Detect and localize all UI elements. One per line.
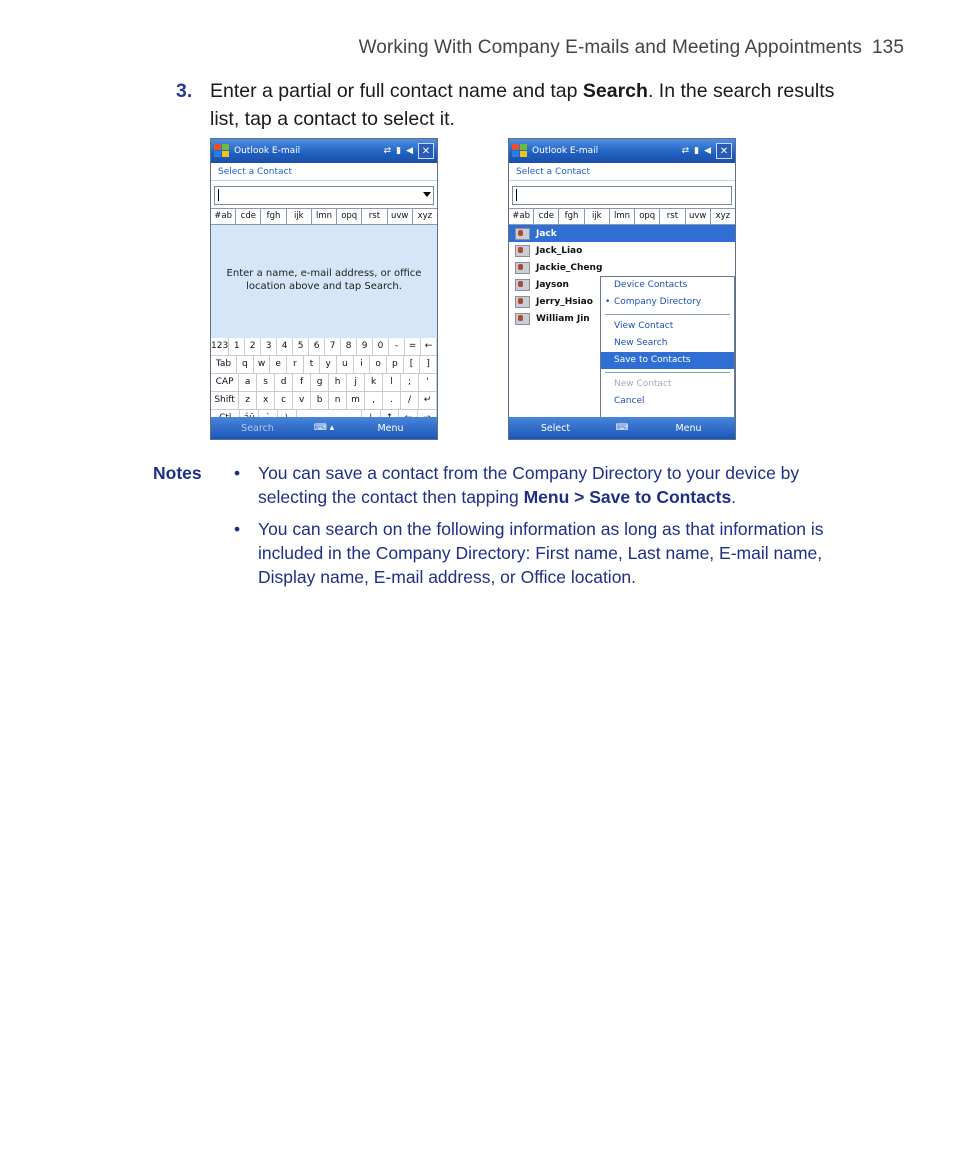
letter-tab[interactable]: ijk <box>287 209 312 224</box>
search-input[interactable] <box>214 186 434 205</box>
screen-subtitle: Select a Contact <box>509 163 735 181</box>
contact-card-icon <box>515 245 530 257</box>
chapter-title: Working With Company E-mails and Meeting Appointments <box>358 37 862 58</box>
key[interactable]: q <box>237 356 254 373</box>
contact-name: William Jin <box>536 313 590 324</box>
contact-card-icon <box>515 262 530 274</box>
key[interactable]: h <box>329 374 347 391</box>
letter-tabs <box>211 208 437 225</box>
letter-tab[interactable]: #ab <box>509 209 534 224</box>
keyboard-row <box>211 374 437 392</box>
note-text: You can search on the following information as long as that information is included in the Company Directory: First name, Last name, E-mail name, Display name, E-mail address, or Office location. <box>258 519 824 587</box>
letter-tab[interactable]: lmn <box>610 209 635 224</box>
letter-tab[interactable]: fgh <box>261 209 286 224</box>
key[interactable]: 7 <box>325 338 341 355</box>
key[interactable]: b <box>311 392 329 409</box>
text-caret <box>516 189 517 201</box>
key[interactable]: ] <box>420 356 437 373</box>
step-text <box>210 77 850 133</box>
note-bold-menu-path: Menu > Save to Contacts <box>523 487 732 507</box>
app-title: Outlook E-mail <box>234 146 301 156</box>
contact-card-icon <box>515 313 530 325</box>
keyboard-icon[interactable]: ⌨ ▴ <box>313 423 335 433</box>
note-text <box>258 461 873 509</box>
bullet-icon: • <box>234 519 241 539</box>
soft-key-bar <box>509 417 735 439</box>
shift-key[interactable]: Shift <box>211 392 239 409</box>
context-menu <box>600 276 735 421</box>
letter-tab[interactable]: #ab <box>211 209 236 224</box>
menu-save-to-contacts[interactable]: Save to Contacts <box>601 352 734 369</box>
close-icon[interactable]: ✕ <box>716 143 732 159</box>
key[interactable]: 9 <box>357 338 373 355</box>
letter-tab[interactable]: opq <box>635 209 660 224</box>
enter-key[interactable]: ↵ <box>419 392 437 409</box>
key[interactable]: y <box>320 356 337 373</box>
step-bold-search: Search <box>582 80 648 102</box>
menu-new-contact: New Contact <box>614 379 672 389</box>
key[interactable]: k <box>365 374 383 391</box>
menu-softkey[interactable]: Menu <box>675 422 702 434</box>
contact-card-icon <box>515 279 530 291</box>
menu-new-search[interactable]: New Search <box>614 338 668 348</box>
key[interactable]: / <box>401 392 419 409</box>
contact-name: Jack <box>536 228 557 239</box>
step-number: 3. <box>176 80 193 102</box>
letter-tabs <box>509 208 735 225</box>
key[interactable]: l <box>383 374 401 391</box>
backspace-key[interactable]: ← <box>421 338 437 355</box>
volume-icon[interactable]: ◀ <box>406 146 413 156</box>
letter-tab[interactable]: ijk <box>585 209 610 224</box>
contact-name: Jayson <box>536 279 569 290</box>
keyboard-icon[interactable]: ⌨ <box>615 423 629 433</box>
letter-tab[interactable]: uvw <box>686 209 711 224</box>
signal-icon[interactable]: ▮ <box>694 146 700 156</box>
letter-tab[interactable]: lmn <box>312 209 337 224</box>
key[interactable]: 0 <box>373 338 389 355</box>
notes-label: Notes <box>153 463 202 483</box>
letter-tab[interactable]: rst <box>660 209 685 224</box>
title-bar <box>509 139 735 163</box>
key[interactable]: f <box>293 374 311 391</box>
key[interactable]: w <box>254 356 271 373</box>
key[interactable]: 123 <box>211 338 229 355</box>
key[interactable]: , <box>365 392 383 409</box>
contact-row[interactable] <box>509 259 735 276</box>
soft-key-bar <box>211 417 437 439</box>
page-number: 135 <box>871 37 904 58</box>
key[interactable]: - <box>389 338 405 355</box>
step-text-part: . In the search results list, tap a contact to select it. <box>210 80 835 130</box>
keyboard-row <box>211 356 437 374</box>
signal-icon[interactable]: ▮ <box>396 146 402 156</box>
key[interactable]: m <box>347 392 365 409</box>
letter-tab[interactable]: cde <box>236 209 261 224</box>
key[interactable]: 6 <box>309 338 325 355</box>
key[interactable]: i <box>354 356 371 373</box>
soft-keyboard <box>211 338 437 424</box>
key[interactable]: x <box>257 392 275 409</box>
running-header <box>359 37 904 59</box>
key[interactable]: c <box>275 392 293 409</box>
text-caret <box>218 189 219 201</box>
key[interactable]: ; <box>401 374 419 391</box>
screenshot-results-screen <box>508 138 736 440</box>
connectivity-icon[interactable]: ⇄ <box>383 146 392 156</box>
key[interactable]: a <box>239 374 257 391</box>
title-bar <box>211 139 437 163</box>
key[interactable]: v <box>293 392 311 409</box>
letter-tab[interactable]: opq <box>337 209 362 224</box>
key[interactable]: [ <box>404 356 421 373</box>
contact-name: Jackie_Cheng <box>536 262 603 273</box>
close-icon[interactable]: ✕ <box>418 143 434 159</box>
letter-tab[interactable]: cde <box>534 209 559 224</box>
search-input[interactable] <box>512 186 732 205</box>
select-softkey[interactable]: Select <box>540 422 571 434</box>
dropdown-arrow-icon[interactable] <box>423 192 431 197</box>
key[interactable]: = <box>405 338 421 355</box>
key[interactable]: d <box>275 374 293 391</box>
key[interactable]: g <box>311 374 329 391</box>
letter-tab[interactable]: fgh <box>559 209 584 224</box>
caps-key[interactable]: CAP <box>211 374 239 391</box>
key[interactable]: 4 <box>277 338 293 355</box>
letter-tab[interactable]: xyz <box>715 211 731 221</box>
contact-row[interactable] <box>509 225 735 242</box>
note-text-part: . <box>731 487 737 507</box>
letter-tab[interactable]: xyz <box>417 211 433 221</box>
windows-start-icon[interactable] <box>512 144 528 158</box>
menu-device-contacts[interactable]: Device Contacts <box>614 280 688 290</box>
menu-company-directory[interactable]: • Company Directory <box>601 294 734 311</box>
menu-view-contact[interactable]: View Contact <box>614 321 674 331</box>
app-title: Outlook E-mail <box>532 146 599 156</box>
menu-separator <box>605 314 730 315</box>
search-softkey[interactable]: Search <box>241 422 274 434</box>
menu-softkey[interactable]: Menu <box>377 422 404 434</box>
windows-start-icon[interactable] <box>214 144 230 158</box>
key[interactable]: z <box>239 392 257 409</box>
key[interactable]: ' <box>419 374 437 391</box>
key[interactable]: 1 <box>229 338 245 355</box>
screen-subtitle: Select a Contact <box>211 163 437 181</box>
key[interactable]: 3 <box>261 338 277 355</box>
keyboard-row <box>211 392 437 410</box>
contact-card-icon <box>515 228 530 240</box>
key[interactable]: j <box>347 374 365 391</box>
empty-results-message: Enter a name, e-mail address, or office location above and tap Search. <box>226 268 422 292</box>
key[interactable]: . <box>383 392 401 409</box>
note-text-part: You can save a contact from the Company Directory to your device by selecting the contact then tapping <box>258 463 800 507</box>
contact-card-icon <box>515 296 530 308</box>
key[interactable]: 5 <box>293 338 309 355</box>
key[interactable]: p <box>387 356 404 373</box>
contact-name: Jerry_Hsiao <box>536 296 593 307</box>
letter-tab[interactable]: uvw <box>388 209 413 224</box>
connectivity-icon[interactable]: ⇄ <box>681 146 690 156</box>
keyboard-row <box>211 338 437 356</box>
key[interactable]: e <box>270 356 287 373</box>
results-area <box>211 225 437 338</box>
letter-tab[interactable]: rst <box>362 209 387 224</box>
key[interactable]: n <box>329 392 347 409</box>
tab-key[interactable]: Tab <box>211 356 237 373</box>
screenshot-search-screen <box>210 138 438 440</box>
contact-name: Jack_Liao <box>536 245 583 256</box>
contact-row[interactable] <box>509 242 735 259</box>
key[interactable]: s <box>257 374 275 391</box>
key[interactable]: r <box>287 356 304 373</box>
volume-icon[interactable]: ◀ <box>704 146 711 156</box>
key[interactable]: 8 <box>341 338 357 355</box>
bullet-icon: • <box>234 463 241 483</box>
key[interactable]: 2 <box>245 338 261 355</box>
step-text-part: Enter a partial or full contact name and tap <box>210 80 583 102</box>
key[interactable]: o <box>370 356 387 373</box>
key[interactable]: u <box>337 356 354 373</box>
key[interactable]: t <box>304 356 321 373</box>
menu-separator <box>605 372 730 373</box>
menu-cancel[interactable]: Cancel <box>614 396 645 406</box>
